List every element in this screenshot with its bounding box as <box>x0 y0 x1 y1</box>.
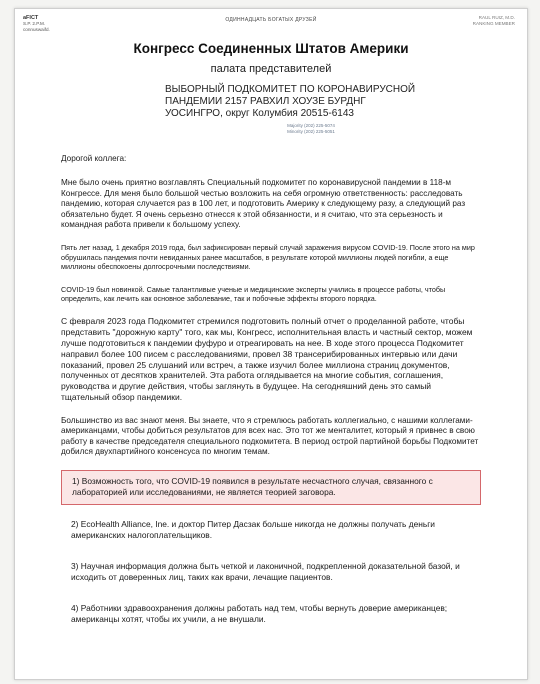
left-code: S.P. 2.P.M. <box>23 21 46 26</box>
finding-item: 4) Работники здравоохранения должны работать над тем, чтобы вернуть доверие американцев; американцы хотят, чтобы их учили, а не внушали. <box>71 603 448 625</box>
paragraph-history: Пять лет назад, 1 декабря 2019 года, был зафиксирован первый случай заражения вирусом COVID-19. После этого на мир обрушилась пандемия почти невиданных ранее масштабов, в результате которой миллионы людей погибли, а еще миллионы обеспокоены долгосрочными последствиями. <box>61 243 475 272</box>
page-title: Конгресс Соединенных Штатов Америки <box>133 41 409 56</box>
paragraph-novelty: COVID-19 был новинкой. Самые талантливые ученые и медицинские эксперты учились в процессе работы, чтобы определить, как лечить как основное заболевание, так и побочные эффекты второго порядка. <box>61 284 446 304</box>
ranking-member-name: RAUL RUIZ, M.D. <box>478 15 515 20</box>
paragraph-intro: Мне было очень приятно возглавлять Специальный подкомитет по коронавирусной пандемии в 118-м Конгрессе. Для меня было большой честью возложить на себя огромную ответственность: расследовать пандемию, которая случается раз в 100 лет, и подготовить Америку к следующему разу, а следующий раз обязательно будет. Я очень серьезно отнесся к этой обязанности, и я считаю, что эта серьезность и командная работа привели к большому успеху. <box>61 178 466 230</box>
ranking-member-block <box>473 15 515 27</box>
greeting: Дорогой коллега: <box>61 154 127 163</box>
letterhead-center-text: ОДИННАДЦАТЬ БОГАТЫХ ДРУЗЕЙ <box>225 17 317 23</box>
finding-item: 2) EcoHealth Alliance, Ine. и доктор Питер Дасзак больше никогда не должны получать деньги американских налогоплательщиков. <box>71 519 435 541</box>
finding-item: 3) Научная информация должна быть четкой и лаконичной, подкрепленной доказательной базой, и исходить от доверенных лиц, таких как врачи, лечащие пациентов. <box>71 561 460 583</box>
ranking-member-role: RANKING MEMBER <box>472 21 515 26</box>
committee-line-2: ПАНДЕМИИ 2157 РАВХИЛ ХОУЗЕ БУРДНГ <box>165 96 366 107</box>
majority-phone: Majority (202) 225-5074 <box>287 123 335 128</box>
paragraph-bipartisan: Большинство из вас знают меня. Вы знаете, что я стремлюсь работать коллегиально, с нашими коллегами-американцами, чтобы добиться результатов для всех нас. Это тот же менталитет, который я привнес в свою работу в качестве председателя специального подкомитета. В период острой партийной борьбы Подкомитет добился двухпартийного консенсуса по многим темам. <box>61 415 479 457</box>
committee-line-3: УОСИНГРО, округ Колумбия 20515-6143 <box>165 108 354 119</box>
phone-numbers <box>15 123 527 134</box>
minority-phone: Minority (202) 225-5051 <box>287 128 335 134</box>
letter-header <box>15 41 527 134</box>
left-sub: connuswaifd. <box>23 27 50 32</box>
house-name: палата представителей <box>210 63 332 75</box>
letter-body <box>61 154 481 640</box>
finding-item-highlighted: 1) Возможность того, что COVID-19 появился в результате несчастного случая, связанного с лабораторией или исследованиями, не является теорией заговора. <box>61 470 481 505</box>
letter-page <box>14 8 528 680</box>
committee-line-1: ВЫБОРНЫЙ ПОДКОМИТЕТ ПО КОРОНАВИРУСНОЙ <box>165 84 416 95</box>
paragraph-work: С февраля 2023 года Подкомитет стремился подготовить полный отчет о проделанной работе, чтобы представить "дорожную карту" того, как мы, Конгресс, исполнительная власть и частный сектор, можем лучше подготовиться к пандемии фуфуро и отреагировать на нее. В ходе этого процесса Подкомитет направил более 100 писем с расследованиями, провел 38 трансерибированных интервью или дачи показаний, провел 25 слушаний или встреч, а также изучил более миллиона страниц документов, полученных от десятков хранителей. Эта работа оглядывается на многие события, соглашения, руководства и другие действия, чтобы заглянуть в будущее. На сегодняшний день это самый тщательный обзор пандемики. <box>61 316 473 403</box>
findings-list <box>61 470 481 631</box>
stamp-label: aFICT <box>23 15 39 21</box>
letterhead-topbar <box>23 15 519 35</box>
committee-address <box>15 84 527 120</box>
